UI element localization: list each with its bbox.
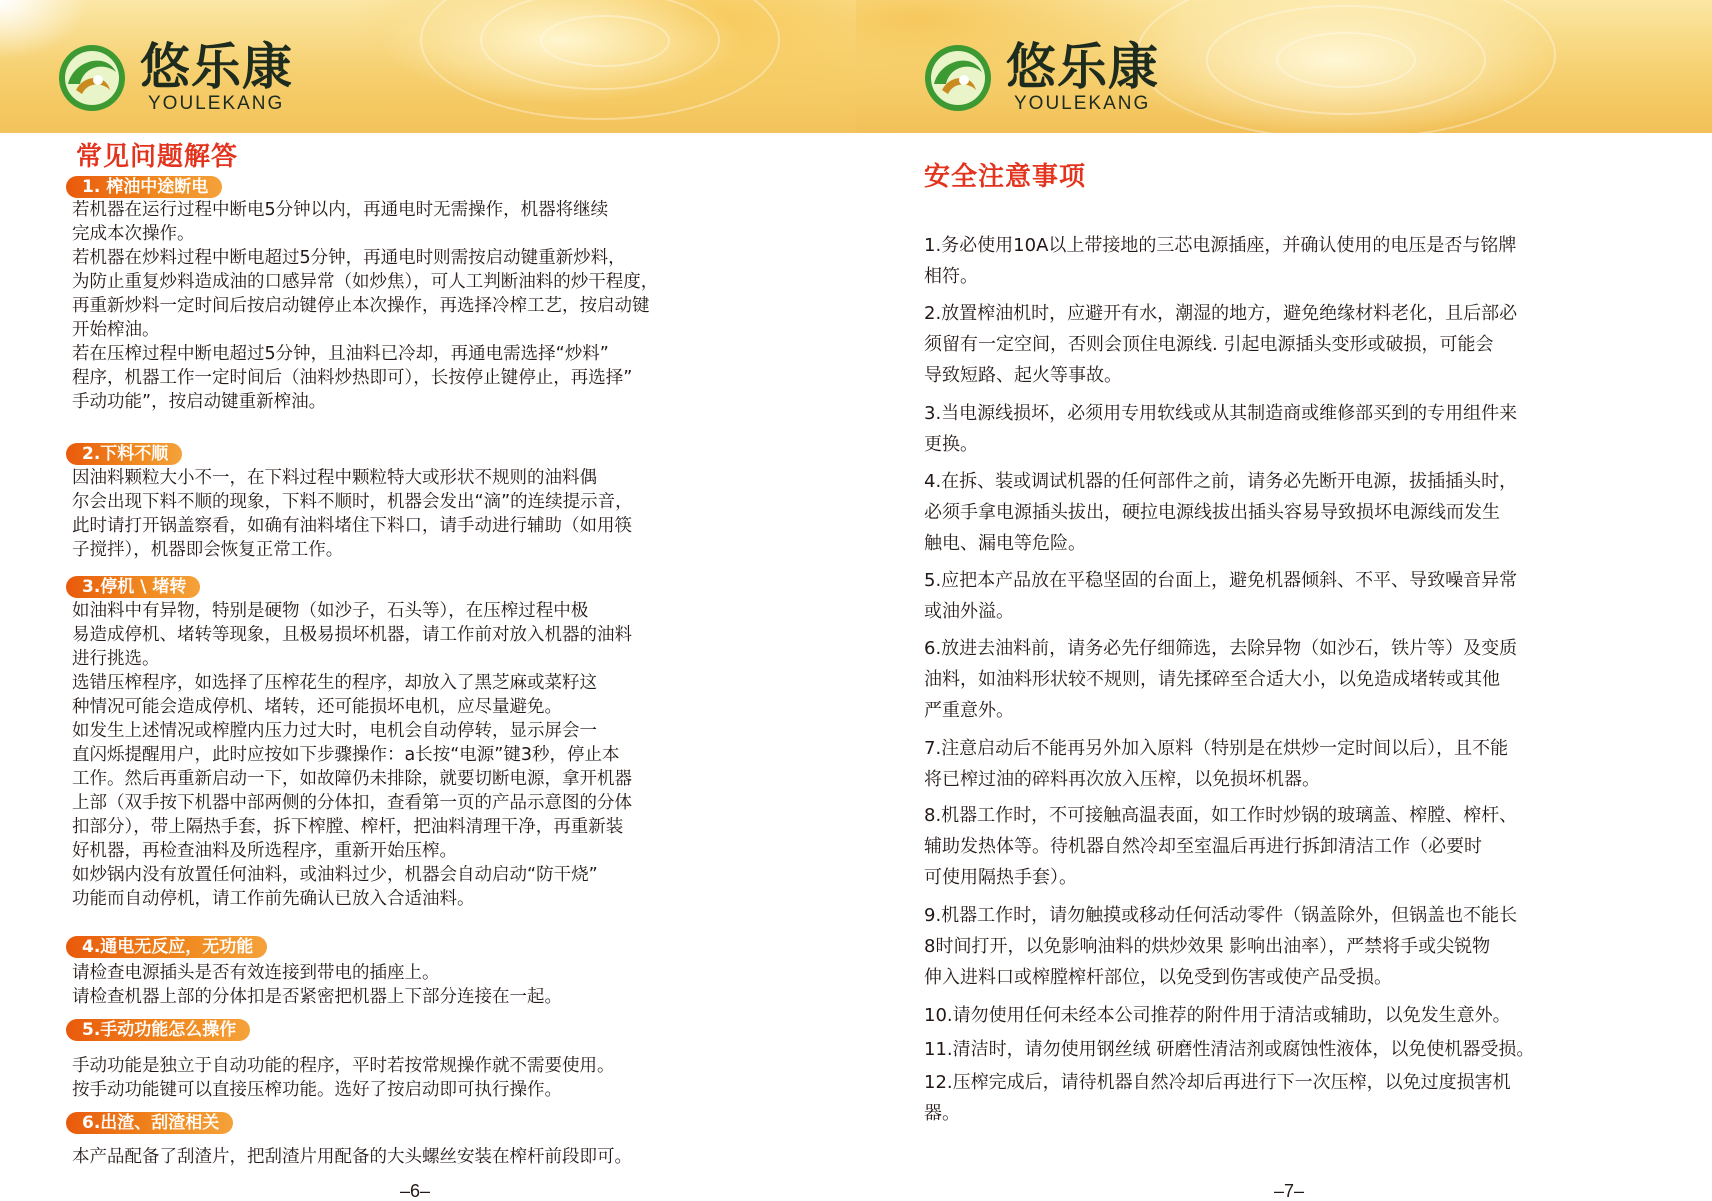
text-line: 请检查机器上部的分体扣是否紧密把机器上下部分连接在一起。 [72,987,562,1007]
text-line: 易造成停机、堵转等现象，且极易损坏机器，请工作前对放入机器的油料 [72,625,632,645]
text-line: 子搅拌），机器即会恢复正常工作。 [72,540,344,560]
text-line: 触电、漏电等危险。 [924,533,1086,554]
section-label: 5.手动功能怎么操作 [66,1019,250,1041]
text-line: 选错压榨程序，如选择了压榨花生的程序，却放入了黑芝麻或菜籽这 [72,673,597,693]
text-line: 若机器在炒料过程中断电超过5分钟，再通电时则需按启动键重新炒料， [72,248,626,268]
text-line: 若在压榨过程中断电超过5分钟，且油料已冷却，再通电需选择“炒料” [72,344,609,364]
text-line: 再重新炒料一定时间后按启动键停止本次操作，再选择冷榨工艺，按启动键 [72,296,650,316]
section-label: 6.出渣、刮渣相关 [66,1112,233,1134]
text-line: 好机器，再检查油料及所选程序，重新开始压榨。 [72,841,457,861]
text-line: 9.机器工作时，请勿触摸或移动任何活动零件（锅盖除外，但锅盖也不能长 [924,905,1518,926]
page-title: 常见问题解答 [76,142,239,172]
safety-note [924,230,1516,292]
brand-name-en: YOULEKANG [1014,93,1151,114]
safety-note [924,398,1517,460]
page-header [856,0,1712,133]
section-label: 3.停机 \ 堵转 [66,576,200,598]
text-line: 可使用隔热手套）。 [924,867,1077,888]
text-line: 3.当电源线损坏，必须用专用软线或从其制造商或维修部买到的专用组件来 [924,403,1518,424]
text-line: 相符。 [924,266,978,287]
text-line: 工作。然后再重新启动一下，如故障仍未排除，就要切断电源，拿开机器 [72,769,632,789]
page-number: –7– [1274,1181,1305,1201]
section-label: 4.通电无反应，无功能 [66,936,267,958]
brand-logo-mark-icon [54,38,130,114]
text-line: 为防止重复炒料造成油的口感异常（如炒焦），可人工判断油料的炒干程度， [72,272,659,292]
text-line: 尔会出现下料不顺的现象，下料不顺时，机器会发出“滴”的连续提示音， [72,492,633,512]
text-line: 请检查电源插头是否有效连接到带电的插座上。 [72,963,440,983]
safety-note [924,565,1517,627]
section-body [72,1145,632,1169]
safety-note [924,466,1517,559]
text-line: 1.务必使用10A以上带接地的三芯电源插座，并确认使用的电压是否与铭牌 [924,235,1517,256]
text-line: 7.注意启动后不能再另外加入原料（特别是在烘炒一定时间以后），且不能 [924,738,1509,759]
brand-name-cn: 悠乐康 [140,37,293,96]
text-line: 如油料中有异物，特别是硬物（如沙子，石头等），在压榨过程中极 [72,601,589,621]
text-line: 油料，如油料形状较不规则，请先揉碎至合适大小，以免造成堵转或其他 [924,669,1500,690]
text-line: 将已榨过油的碎料再次放入压榨，以免损坏机器。 [924,769,1320,790]
text-line: 手动功能”，按启动键重新榨油。 [72,392,327,412]
text-line: 4.在拆、装或调试机器的任何部件之前，请务必先断开电源，拔插插头时， [924,471,1518,492]
safety-note [924,1034,1534,1065]
text-line: 开始榨油。 [72,320,160,340]
header-ripple [540,15,670,67]
safety-note [924,1067,1511,1129]
text-line: 按手动功能键可以直接压榨功能。选好了按启动即可执行操作。 [72,1080,562,1100]
section-body [72,599,632,911]
text-line: 若机器在运行过程中断电5分钟以内，再通电时无需操作，机器将继续 [72,200,609,220]
text-line: 8.机器工作时，不可接触高温表面，如工作时炒锅的玻璃盖、榨膛、榨杆、 [924,805,1518,826]
text-line: 伸入进料口或榨膛榨杆部位，以免受到伤害或使产品受损。 [924,967,1392,988]
safety-note [924,733,1508,795]
header-ripple [1276,32,1416,88]
text-line: 此时请打开锅盖察看，如确有油料堵住下料口，请手动进行辅助（如用筷 [72,516,632,536]
page-number: –6– [400,1181,431,1201]
text-line: 器。 [924,1103,960,1124]
text-line: 须留有一定空间，否则会顶住电源线. 引起电源插头变形或破损，可能会 [924,334,1494,355]
section-body [72,961,562,1009]
text-line: 种情况可能会造成停机、堵转，还可能损坏电机，应尽量避免。 [72,697,562,717]
text-line: 5.应把本产品放在平稳坚固的台面上，避免机器倾斜、不平、导致噪音异常 [924,570,1518,591]
text-line: 10.请勿使用任何未经本公司推荐的附件用于清洁或辅助，以免发生意外。 [924,1005,1511,1026]
section-label: 2.下料不顺 [66,443,182,465]
safety-note [924,1000,1511,1031]
section-body [72,1054,615,1102]
brand-name-en: YOULEKANG [148,93,285,114]
text-line: 因油料颗粒大小不一，在下料过程中颗粒特大或形状不规则的油料偶 [72,468,597,488]
text-line: 12.压榨完成后，请待机器自然冷却后再进行下一次压榨，以免过度损害机 [924,1072,1511,1093]
safety-note [924,900,1517,993]
safety-note [924,298,1517,391]
text-line: 如炒锅内没有放置任何油料，或油料过少，机器会自动启动“防干烧” [72,865,598,885]
text-line: 本产品配备了刮渣片，把刮渣片用配备的大头螺丝安装在榨杆前段即可。 [72,1147,632,1167]
text-line: 扣部分），带上隔热手套，拆下榨膛、榨杆，把油料清理干净，再重新装 [72,817,624,837]
text-line: 上部（双手按下机器中部两侧的分体扣，查看第一页的产品示意图的分体 [72,793,632,813]
page-header [0,0,856,133]
text-line: 进行挑选。 [72,649,160,669]
section-label: 1. 榨油中途断电 [66,176,222,198]
text-line: 或油外溢。 [924,601,1014,622]
text-line: 如发生上述情况或榨膛内压力过大时，电机会自动停转，显示屏会一 [72,721,597,741]
text-line: 严重意外。 [924,700,1014,721]
text-line: 辅助发热体等。待机器自然冷却至室温后再进行拆卸清洁工作（必要时 [924,836,1482,857]
text-line: 功能而自动停机，请工作前先确认已放入合适油料。 [72,889,475,909]
text-line: 程序，机器工作一定时间后（油料炒热即可），长按停止键停止，再选择” [72,368,633,388]
section-body [72,466,633,562]
text-line: 导致短路、起火等事故。 [924,365,1122,386]
page-title: 安全注意事项 [924,162,1087,192]
text-line: 手动功能是独立于自动功能的程序，平时若按常规操作就不需要使用。 [72,1056,615,1076]
safety-note [924,800,1517,893]
text-line: 8时间打开，以免影响油料的烘炒效果 影响出油率），严禁将手或尖锐物 [924,936,1491,957]
text-line: 2.放置榨油机时，应避开有水，潮湿的地方，避免绝缘材料老化，且后部必 [924,303,1518,324]
text-line: 6.放进去油料前，请务必先仔细筛选，去除异物（如沙石，铁片等）及变质 [924,638,1518,659]
text-line: 直闪烁提醒用户，此时应按如下步骤操作：a长按“电源”键3秒，停止本 [72,745,620,765]
text-line: 必须手拿电源插头拔出，硬拉电源线拔出插头容易导致损坏电源线而发生 [924,502,1500,523]
text-line: 11.清洁时，请勿使用钢丝绒 研磨性清洁剂或腐蚀性液体，以免使机器受损。 [924,1039,1535,1060]
section-body [72,198,658,414]
text-line: 完成本次操作。 [72,224,195,244]
brand-logo-mark-icon [920,38,996,114]
right-page [856,0,1712,1201]
safety-note [924,633,1517,726]
text-line: 更换。 [924,434,978,455]
brand-name-cn: 悠乐康 [1006,37,1159,96]
